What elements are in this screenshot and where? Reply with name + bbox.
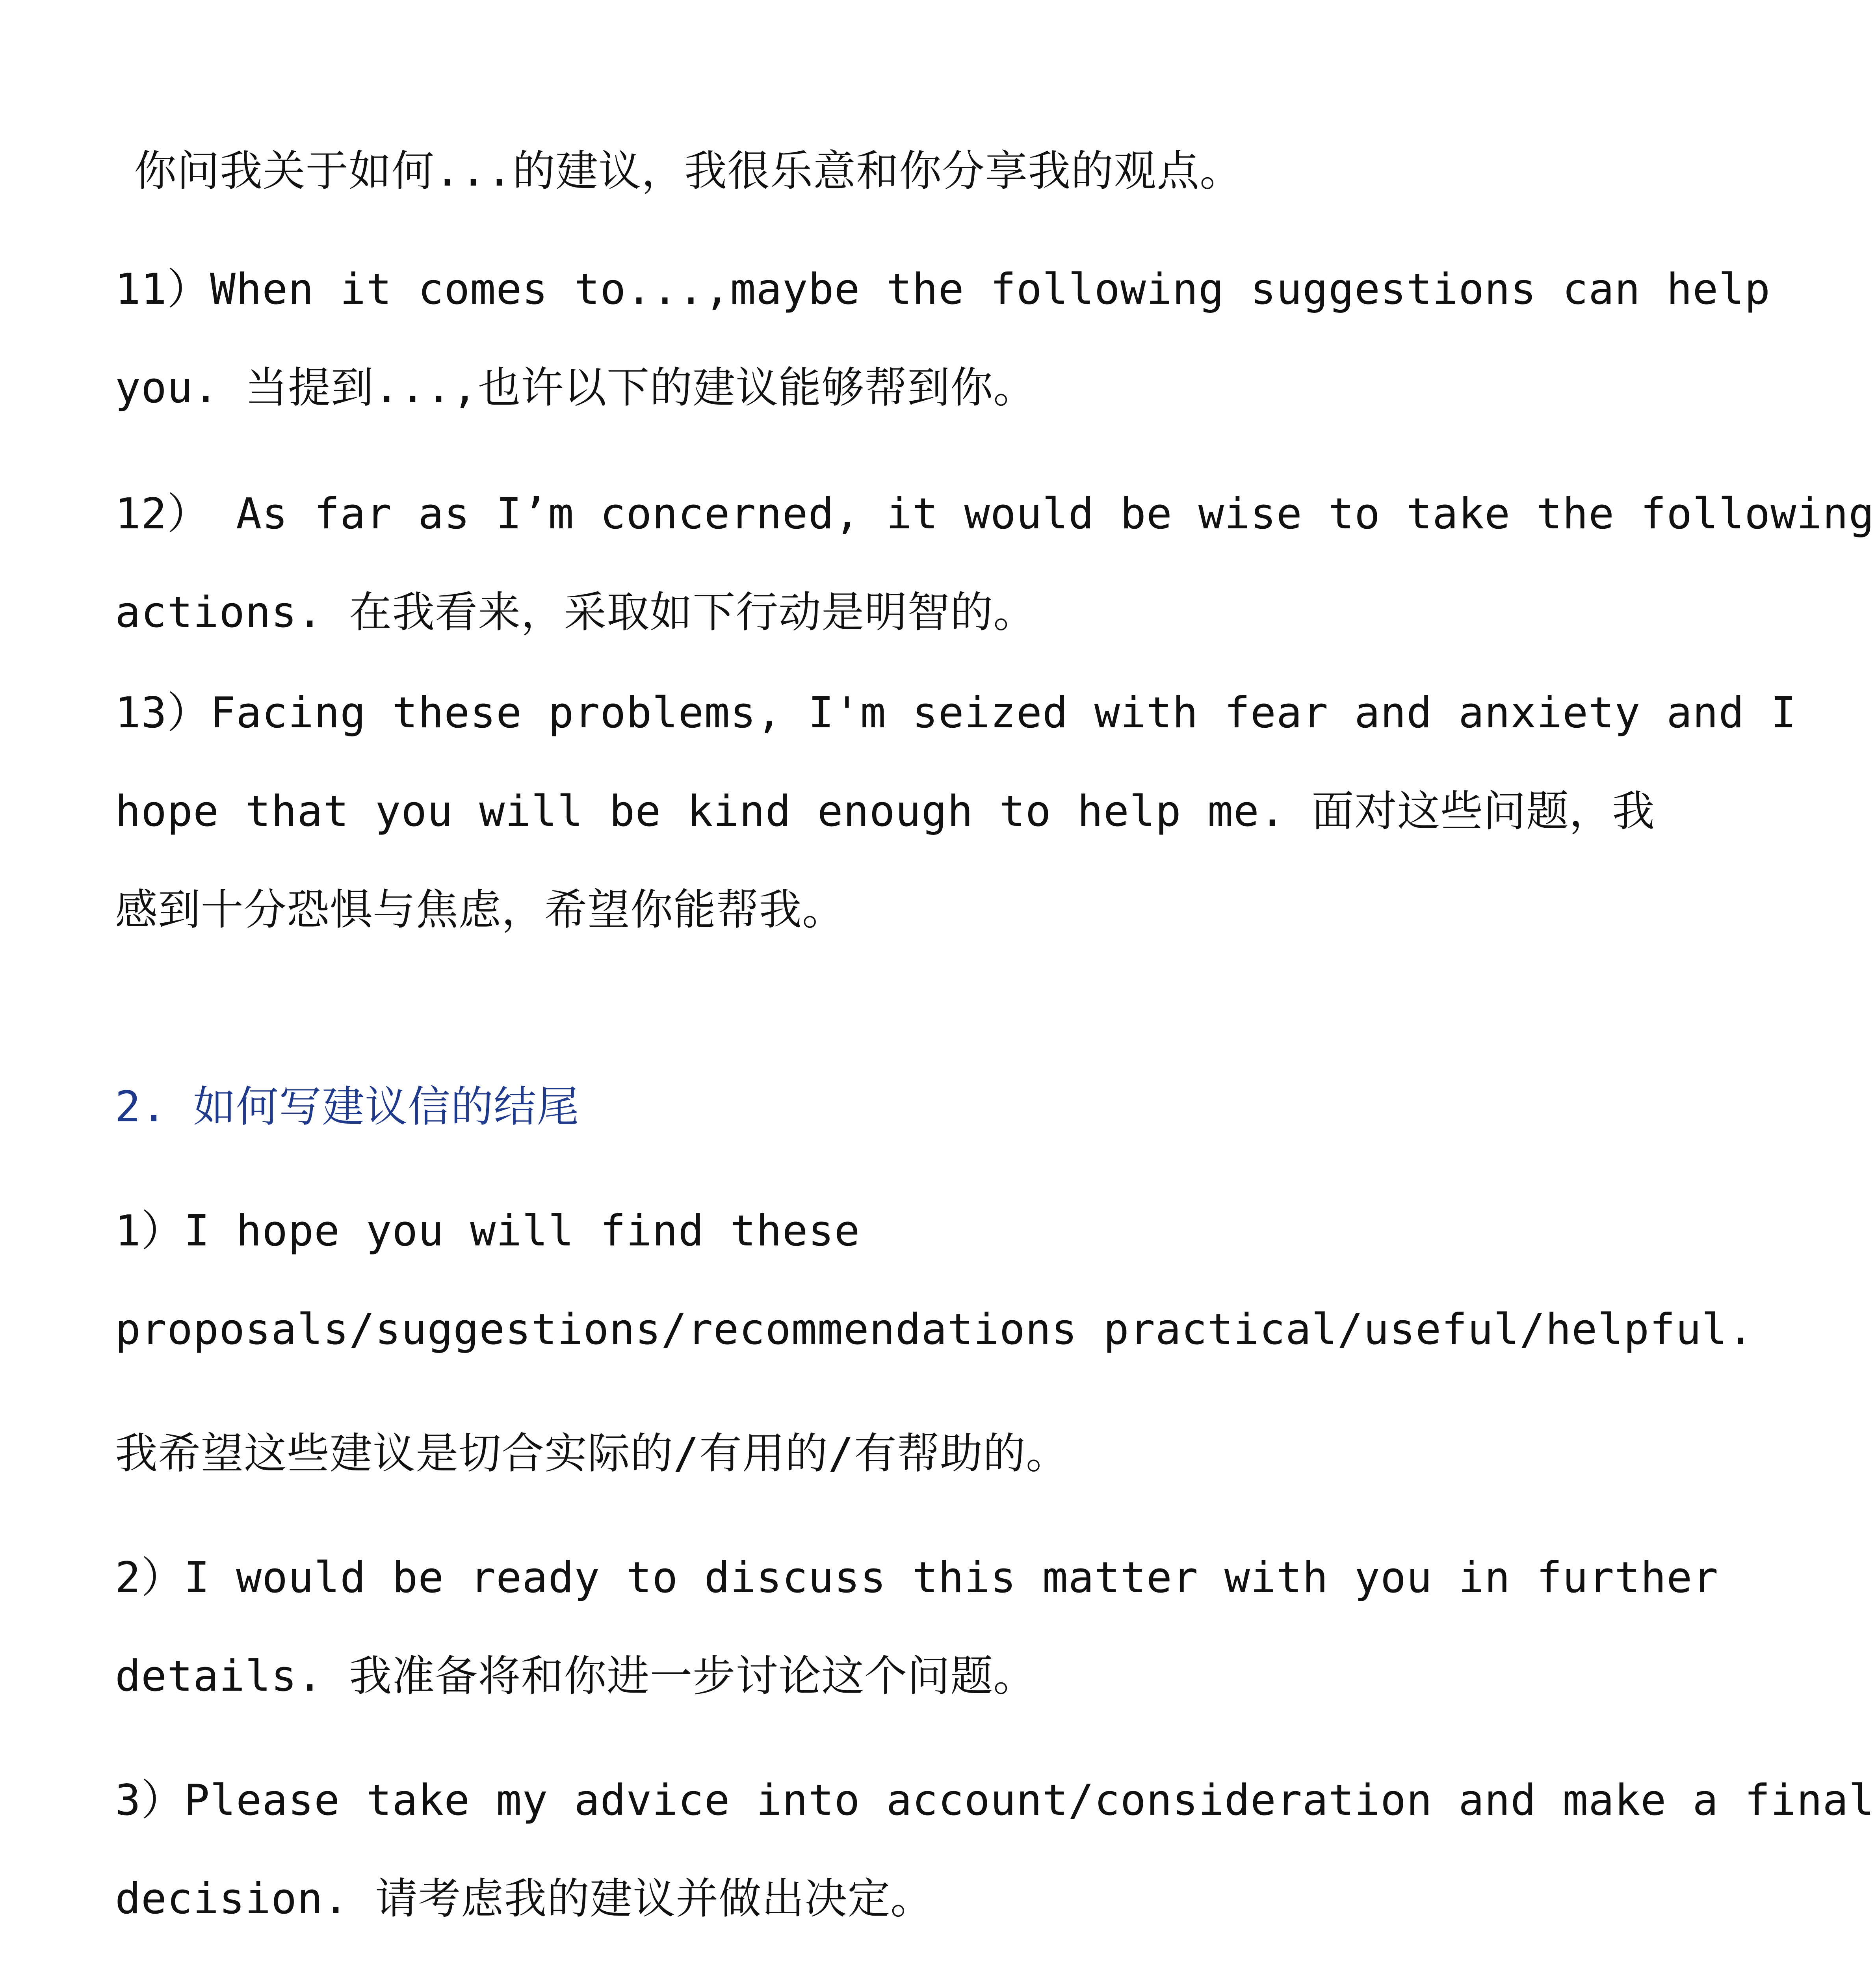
item-11-line-1: 11）When it comes to...,maybe the following suggestions can help [115, 265, 1771, 314]
item-12-line-2: actions. 在我看来，采取如下行动是明智的。 [115, 588, 1036, 637]
intro-line: 你问我关于如何...的建议，我很乐意和你分享我的观点。 [134, 147, 1243, 196]
ending-2-line-2: details. 我准备将和你进一步讨论这个问题。 [115, 1652, 1036, 1701]
ending-3-line-2: decision. 请考虑我的建议并做出决定。 [115, 1874, 934, 1924]
item-13-line-1: 13）Facing these problems, I'm seized with fear and anxiety and I [115, 688, 1797, 738]
ending-2-line-1: 2）I would be ready to discuss this matter with you in further [115, 1553, 1719, 1602]
item-12-line-1: 12） As far as I’m concerned, it would be wise to take the following [115, 489, 1875, 539]
item-13-line-2: hope that you will be kind enough to help me. 面对这些问题，我 [115, 787, 1655, 836]
ending-1-line-2: proposals/suggestions/recommendations practical/useful/helpful. [115, 1305, 1754, 1354]
ending-1-line-3: 我希望这些建议是切合实际的/有用的/有帮助的。 [115, 1429, 1069, 1478]
item-11-line-2: you. 当提到...,也许以下的建议能够帮到你。 [115, 363, 1036, 413]
ending-1-line-1: 1）I hope you will find these [115, 1206, 860, 1256]
item-13-line-3: 感到十分恐惧与焦虑，希望你能帮我。 [115, 885, 845, 935]
section-heading: 2. 如何写建议信的结尾 [115, 1082, 580, 1132]
ending-3-line-1: 3）Please take my advice into account/consideration and make a final [115, 1776, 1875, 1825]
